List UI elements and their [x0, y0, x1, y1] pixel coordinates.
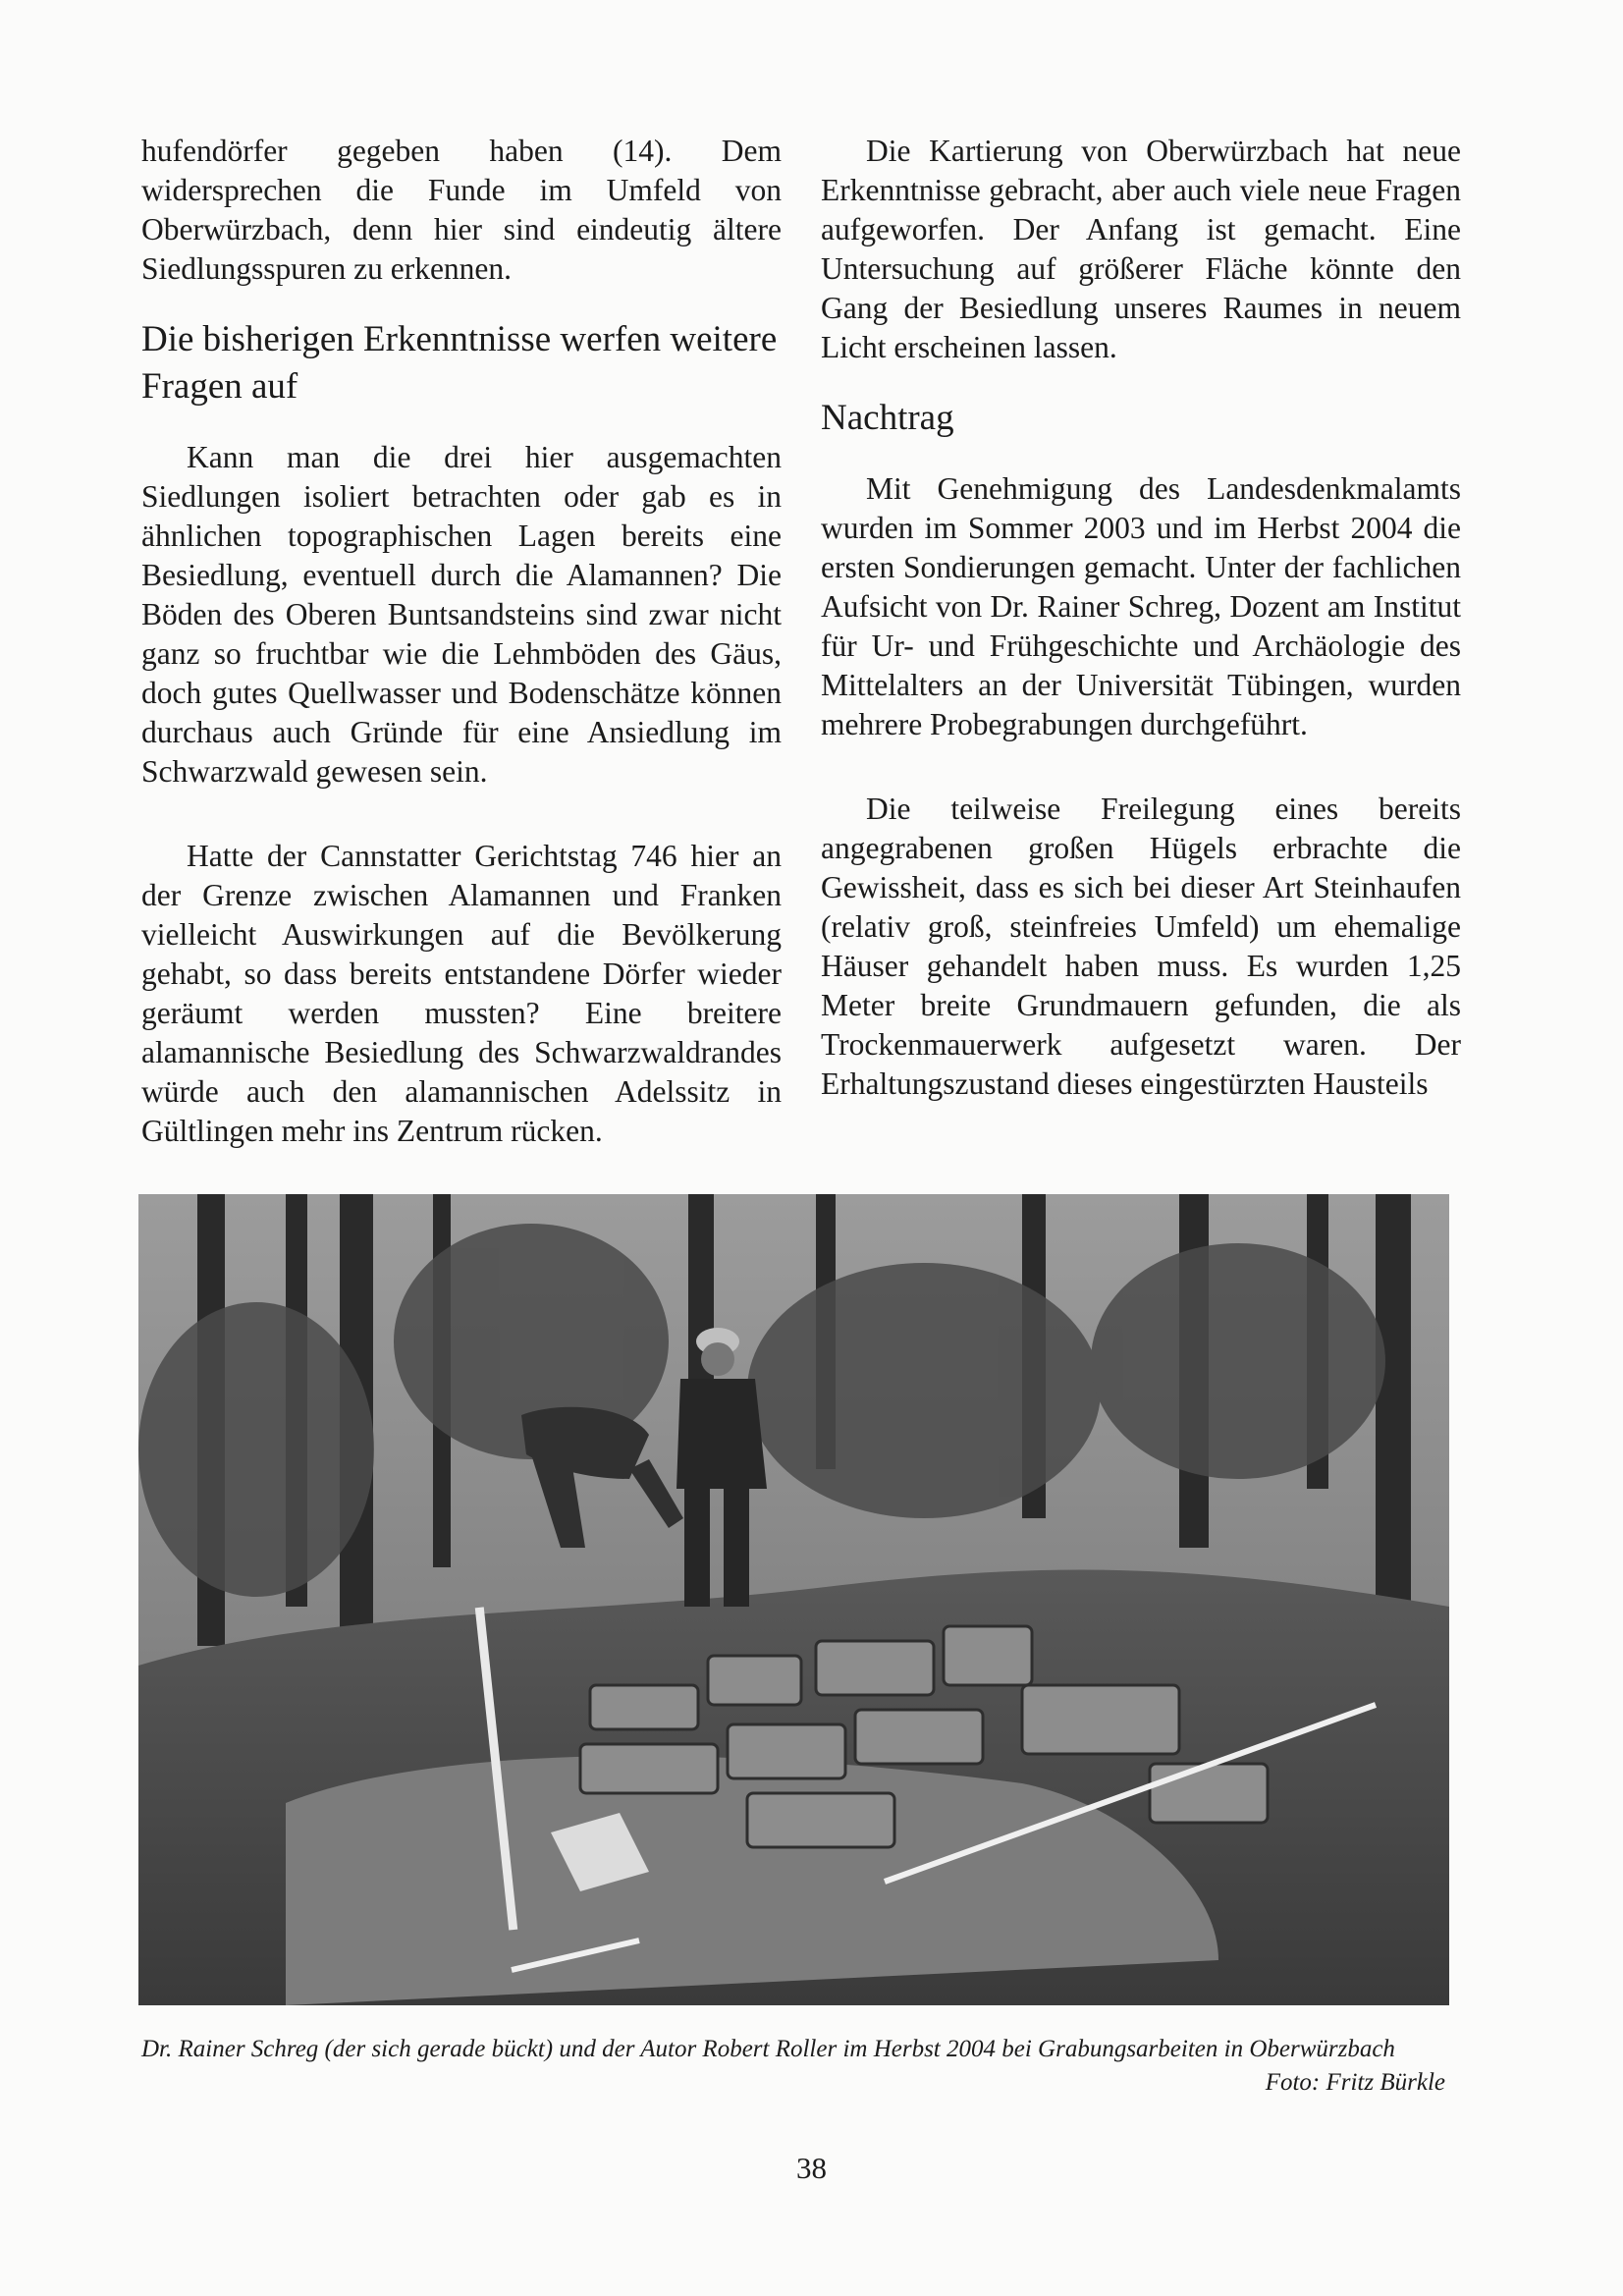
left-column — [141, 132, 782, 1151]
left-paragraph-2: Kann man die drei hier ausgemachten Siedlungen isoliert betrachten oder gab es in ähnlichen topographischen Lagen bereits eine Besiedlung, eventuell durch die Alamannen? Die Böden des Oberen Buntsandsteins sind zwar nicht ganz so fruchtbar wie die Lehmböden des Gäus, doch gutes Quellwasser und Bodenschätze können durchaus auch Gründe für eine Ansiedlung im Schwarzwald gewesen sein. — [141, 440, 782, 789]
page-number: 38 — [796, 2151, 827, 2185]
section-heading-questions: Die bisherigen Erkenntnisse werfen weitere Fragen auf — [141, 319, 778, 407]
left-paragraph-3: Hatte der Cannstatter Gerichtstag 746 hier an der Grenze zwischen Alamannen und Franken vielleicht Auswirkungen auf die Bevölkerung gehabt, so dass bereits entstandene Dörfer wieder geräumt werden mussten? Eine breitere alamannische Besiedlung des Schwarzwaldrandes würde auch den alamannischen Adelssitz in Gültlingen mehr ins Zentrum rücken. — [141, 839, 782, 1148]
figure-caption — [141, 2033, 1445, 2096]
right-paragraph-1: Die Kartierung von Oberwürzbach hat neue Erkenntnisse gebracht, aber auch viele neue Fragen aufgeworfen. Der Anfang ist gemacht. Eine Untersuchung auf größerer Fläche könnte den Gang der Besiedlung unseres Raumes in neuem Licht erscheinen lassen. — [821, 134, 1461, 364]
right-paragraph-2: Mit Genehmigung des Landesdenkmalamts wurden im Sommer 2003 und im Herbst 2004 die ersten Sondierungen gemacht. Unter der fachlichen Aufsicht von Dr. Rainer Schreg, Dozent am Institut für Ur- und Frühgeschichte und Archäologie des Mittelalters an der Universität Tübingen, wurden mehrere Probegrabungen durchgeführt. — [821, 471, 1461, 741]
right-paragraph-3: Die teilweise Freilegung eines bereits angegrabenen großen Hügels erbrachte die Gewissheit, dass es sich bei dieser Art Steinhaufen (relativ groß, steinfreies Umfeld) um ehemalige Häuser gehandelt haben muss. Es wurden 1,25 Meter breite Grundmauern gefunden, die als Trockenmauerwerk aufgesetzt waren. Der Erhaltungszustand dieses eingestürzten Hausteils — [821, 792, 1461, 1101]
left-paragraph-1: hufendörfer gegeben haben (14). Dem widersprechen die Funde im Umfeld von Oberwürzbach, denn hier sind eindeutig ältere Siedlungsspuren zu erkennen. — [141, 134, 782, 286]
photo-credit: Foto: Fritz Bürkle — [1265, 2069, 1445, 2096]
caption-text: Dr. Rainer Schreg (der sich gerade bückt) und der Autor Robert Roller im Herbst 2004 bei Grabungsarbeiten in Oberwürzbach — [141, 2036, 1395, 2062]
excavation-photo — [138, 1194, 1449, 2005]
right-column — [821, 132, 1461, 1104]
section-heading-nachtrag: Nachtrag — [821, 398, 954, 438]
